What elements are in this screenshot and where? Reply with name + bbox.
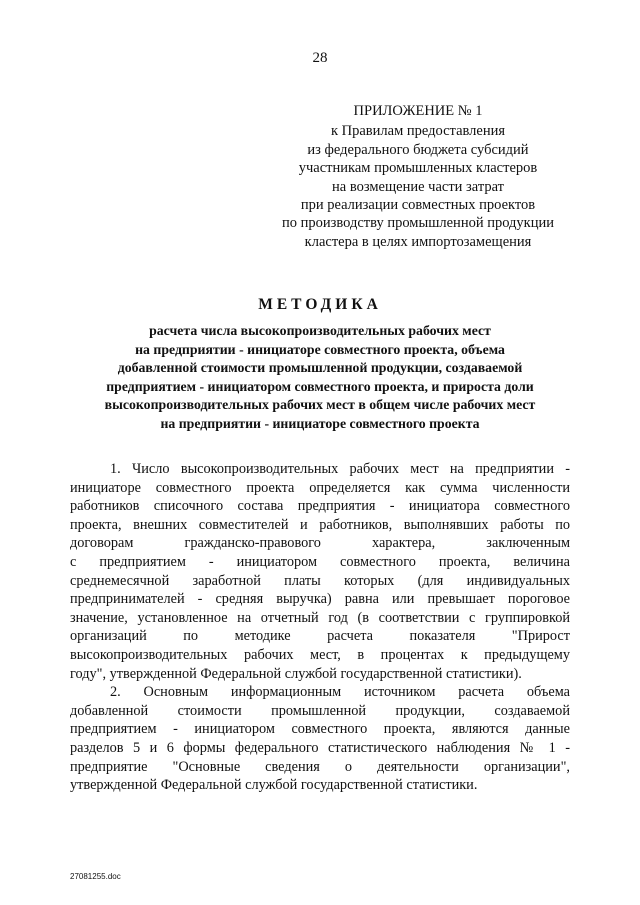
paragraph-line: организаций по методике расчета показателя "Прирост <box>70 628 570 645</box>
subtitle-line: на предприятии - инициаторе совместного проекта, объема <box>135 341 505 357</box>
appendix-line: при реализации совместных проектов <box>300 197 536 214</box>
paragraph-line: высокопроизводительных рабочих мест, в процентах к предыдущему <box>70 646 570 663</box>
appendix-line: по производству промышленной продукции <box>281 215 555 232</box>
appendix-line: участникам промышленных кластеров <box>298 160 538 177</box>
appendix-line: из федерального бюджета субсидий <box>307 141 529 158</box>
paragraph-line: проекта, внешних совместителей и работников, выполнявших работы по <box>70 516 570 533</box>
paragraph-line: с предприятием - инициатором совместного проекта, величина <box>70 553 570 570</box>
paragraph-line: 1. Число высокопроизводительных рабочих мест на предприятии - <box>110 461 570 477</box>
paragraph-line: 2. Основным информационным источником расчета объема <box>110 684 570 701</box>
document-body <box>70 460 570 795</box>
paragraph-line: утвержденной Федеральной службой государственной статистики. <box>70 777 478 794</box>
subtitle-line: высокопроизводительных рабочих мест в общем числе рабочих мест <box>104 397 536 413</box>
paragraph-line: предпринимателей - средняя выручка) равна или превышает пороговое <box>70 591 570 608</box>
subtitle-line: на предприятии - инициаторе совместного проекта <box>160 415 480 431</box>
paragraph-line: значение, установленное на отчетный год (в соответствии с группировкой <box>70 609 570 626</box>
paragraph-2 <box>70 683 570 795</box>
paragraph-line: договорам гражданско-правового характера, заключенным <box>70 535 570 552</box>
footer-filename: 27081255.doc <box>70 872 121 881</box>
paragraph-line: предприятие "Основные сведения о деятельности организации", <box>70 758 570 775</box>
paragraph-line: среднемесячной заработной платы которых (для индивидуальных <box>70 572 570 589</box>
appendix-line: к Правилам предоставления <box>330 123 506 140</box>
appendix-line: кластера в целях импортозамещения <box>304 233 532 250</box>
paragraph-line: году", утвержденной Федеральной службой государственной статистики). <box>70 665 522 682</box>
paragraph-1 <box>70 460 570 683</box>
subtitle-line: предприятием - инициатором совместного проекта, и прироста доли <box>106 378 534 394</box>
paragraph-line: разделов 5 и 6 формы федерального статистического наблюдения № 1 - <box>70 739 570 756</box>
method-subtitle <box>70 322 570 434</box>
appendix-title: ПРИЛОЖЕНИЕ № 1 <box>353 103 483 119</box>
page-number: 28 <box>312 50 328 66</box>
subtitle-line: добавленной стоимости промышленной продукции, создаваемой <box>117 360 523 376</box>
paragraph-line: работников списочного состава предприятия - инициатора совместного <box>70 498 570 515</box>
appendix-line: на возмещение части затрат <box>332 178 504 195</box>
appendix-header <box>232 102 604 251</box>
paragraph-line: инициаторе совместного проекта определяется как сумма численности <box>70 479 570 496</box>
subtitle-line: расчета числа высокопроизводительных рабочих мест <box>149 323 491 338</box>
paragraph-line: добавленной стоимости промышленной продукции, создаваемой <box>70 702 570 719</box>
method-title: МЕТОДИКА <box>258 296 382 313</box>
paragraph-line: предприятием - инициатором совместного проекта, являются данные <box>70 721 570 738</box>
